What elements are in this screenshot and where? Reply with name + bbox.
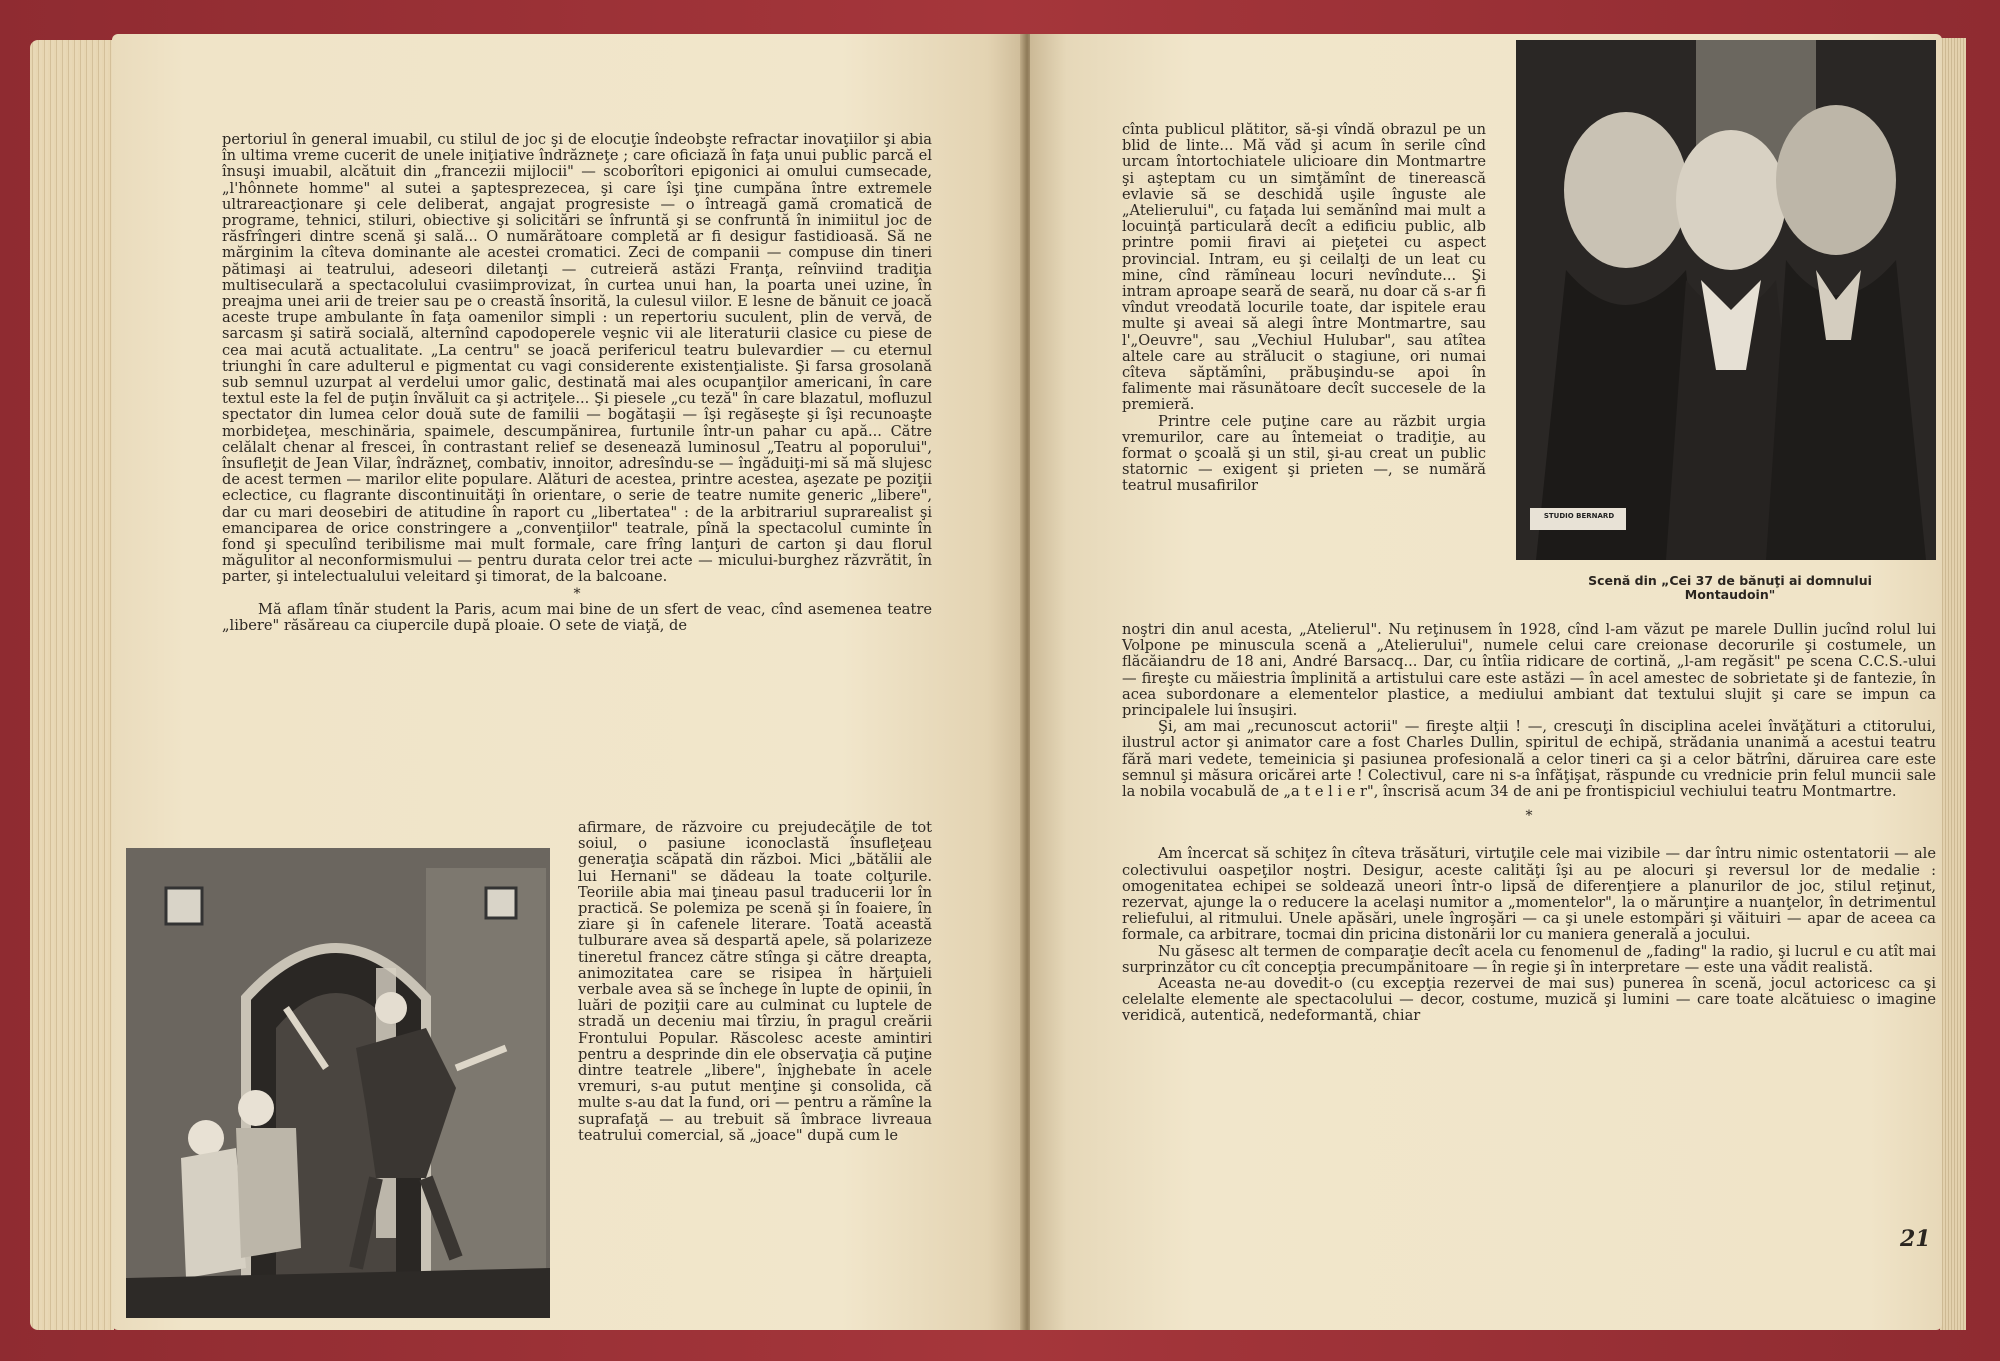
left-page [112, 34, 1024, 1330]
right-column-paragraph-1: cînta publicul plătitor, să-şi vîndă obrazul pe un blid de linte... Mă văd şi acum în serile cînd urcam întortochiatele ulicioare din Montmartre şi aşteptam cu un simţămînt de tinerească evlavie să se deschidă uşile înguste ale „Atelierului", cu faţada lui semănînd mai mult a locuinţă particulară decît a edificiu public, alb printre pomii firavi ai pieţetei cu aspect provincial. Intram, eu şi ceilalţi de un leat cu mine, cînd rămîneau locuri nevîndute... Şi intram aproape seară de seară, nu doar că s-ar fi vîndut vreodată locurile toate, dar ispitele erau multe şi aveai să alegi între Montmartre, sau l'„Oeuvre", sau „Vechiul Hulubar", sau atîtea altele care au strălucit o stagiune, ori numai cîteva săptămîni, prăbuşindu-se apoi în falimente mai răsunătoare decît succesele de la premieră. [1122, 121, 1486, 414]
right-wide-paragraph-2: Şi, am mai „recunoscut actorii" — fireşte alţii ! —, crescuţi în disciplina acelei învăţături a ctitorului, ilustrul actor şi animator care a fost Charles Dullin, spiritul de echipă, strădania unanimă a acestui teatru fără mari vedete, temeinicia şi pasiunea profesională a celor tineri ca şi a celor bătrîni, dăruirea care este semnul şi măsura oricărei arte ! Colectivul, care ni s-a înfăţişat, răspunde cu vrednicie prin felul muncii sale la nobila vocabulă de „a t e l i e r", înscrisă acum 34 de ani pe frontispiciul vechiului teatru Montmartre. [1122, 718, 1936, 801]
right-caption-line-2: Montaudoin" [1684, 587, 1776, 602]
right-column-paragraph-2: Printre cele puţine care au răzbit urgia vremurilor, care au întemeiat o tradiţie, au format o şcoală şi un stil, şi-au creat un public statornic — exigent şi prieten —, se numără teatrul musafirilor [1122, 412, 1486, 495]
page-number: 21 [1900, 1226, 1931, 1252]
right-section-separator: * [1525, 808, 1533, 825]
left-paragraph-1: pertoriul în general imuabil, cu stilul de joc şi de elocuţie îndeobşte refractar inovaţiilor şi abia în ultima vreme cucerit de unele iniţiative îndrăzneţe ; care oficiază în faţa unui public parcă el însuşi imuabil, alcătuit din „francezii mijlocii" — scoborîtori epigonici ai omului cumsecade, „l'hônnete homme" al sutei a şaptesprezecea, şi care îşi ţine cumpăna între extremele ultrareacţionare şi cele deliberat, angajat progresiste — o întreagă gamă cromatică de programe, tehnici, stiluri, obiective şi solicitări se înfruntă şi se confruntă în inimiitul joc de răsfrîngeri dintre scenă şi sală... O numărătoare completă ar fi desigur fastidioasă. Să ne mărginim la cîteva dominante ale acestei cromatici. Zeci de companii — compuse din tineri pătimaşi ai teatrului, adeseori diletanţi — cutreieră astăzi Franţa, reînviind tradiţia multiseculară a spectacolului cvasiimprovizat, în curtea unui han, la poarta unei uzine, în preajma unei arii de treier sau pe o creastă însorită, la culesul viilor. E lesne de bănuit ce joacă aceste trupe ambulante în faţa oamenilor simpli : un repertoriu suculent, plin de vervă, de sarcasm şi satiră socială, alternînd capodoperele veşnic vii ale literaturii clasice cu piese de cea mai acută actualitate. „La centru" se joacă perifericul teatru bulevardier — cu eternul triunghi în care adulterul e pigmentat cu vagi considerente existenţialiste. Şi farsa grosolană sub semnul uzurpat al verdelui umor galic, destinată mai ales ocupanţilor americani, în care textul este la fel de puţin învăluit ca şi actriţele... Şi piesele „cu teză" în care blazatul, mofluzul spectator din lumea celor două sute de familii — bogătaşii — îşi regăseşte şi îşi recunoaşte morbideţea, meschinăria, spaimele, descumpănirea, furtunile într-un pahar cu apă... Către celălalt chenar al frescei, în contrastant relief se desenează luminosul „Teatru al poporului", însufleţit de Jean Vilar, îndrăzneţ, combativ, innoitor, adresîndu-se — îngăduiţi-mi să mă slujesc de acest termen — marilor elite populare. Alături de acestea, printre acestea, aşezate pe poziţii eclectice, cu flagrante discontinuităţi în orientare, o serie de teatre numite generic „libere", dar cu mari deosebiri de atitudine în raport cu „libertatea" : de la arbitrariul suprarealist şi emanciparea de orice constringere a „convenţiilor" teatrale, pînă la spectacolul cuminte în fond şi speculînd teribilisme mai mult formale, care frîng lanţuri de carton şi dau florul măgulitor al neconformismului — pentru durata celor trei acte — micului-burghez răzvrătit, în parter, şi intelectualului veleitard şi timorat, de la balcoane. [222, 131, 932, 586]
stage-illustration [126, 848, 550, 1318]
actors-portrait [1516, 40, 1936, 560]
left-column-text: afirmare, de răzvoire cu prejudecăţile de tot soiul, o pasiune iconoclastă însufleţeau generaţia scăpată din război. Mici „bătălii ale lui Hernani" se dădeau la toate colţurile. Teoriile abia mai ţineau pasul traducerii lor în practică. Se polemiza pe scenă şi în foaiere, în ziare şi în cafenele literare. Toată această tulburare avea să despartă apele, să polarizeze tineretul francez către stînga şi către dreapta, animozitatea care se risipea în hărţuieli verbale avea să se închege în lupte de opinii, în luări de poziţii care au culminat cu luptele de stradă un deceniu mai tîrziu, în pragul creării Frontului Popular. Răscolesc aceste amintiri pentru a desprinde din ele observaţia că puţine dintre teatrele „libere", înjghebate în acele vremuri, s-au putut menţine şi consolida, că multe s-au dat la fund, ori — pentru a rămîne la suprafaţă — au trebuit să îmbrace livreaua teatrului comercial, să „joace" după cum le [578, 819, 932, 1144]
right-wide-paragraph-5: Aceasta ne-au dovedit-o (cu excepţia rezervei de mai sus) punerea în scenă, jocul actoricesc ca şi celelalte elemente ale spectacolului — decor, costume, muzică şi lumini — care toate alcătuiesc o imagine veridică, autentică, nedeformantă, chiar [1122, 975, 1936, 1025]
right-page [1030, 34, 1942, 1330]
right-photo-caption [1530, 574, 1930, 602]
left-text-block [222, 132, 932, 634]
right-wide-paragraph-1: noştri din anul acesta, „Atelierul". Nu reţinusem în 1928, cînd l-am văzut pe marele Dullin jucînd rolul lui Volpone pe minuscula scenă a „Atelierului", numele celui care creionase decorurile şi costumele, un flăcăiandru de 18 ani, André Barsacq... Dar, cu întîia ridicare de cortină, „l-am regăsit" pe scena C.C.S.-ului — fireşte cu măiestria împlinită a artistului care este astăzi — în acel amestec de sobrietate şi de fantezie, în acea subordonare a elementelor plastice, a mediului ambiant dat textului slujit şi care se impun ca principalele lui însuşiri. [1122, 621, 1936, 720]
photo-stamp: STUDIO BERNARD [1543, 512, 1615, 520]
photo-scapin-scene [126, 848, 550, 1318]
page-edges-right [1940, 38, 1966, 1330]
right-caption-line-1: Scenă din „Cei 37 de bănuţi ai domnului [1588, 573, 1872, 588]
right-wide-text [1122, 622, 1936, 1025]
right-wide-paragraph-3: Am încercat să schiţez în cîteva trăsături, virtuţile cele mai vizibile — dar întru nimic ostentatorii — ale colectivului oaspeţilor noştri. Desigur, aceste calităţi îşi au pe alocuri şi reversul lor de medalie : omogenitatea echipei se soldează uneori într-o lipsă de diferenţiere a planurilor de joc, stilul reţinut, rezervat, ajunge la o reducere la acelaşi numitor a „momentelor", la o mărunţire a nuanţelor, în detrimentul reliefului, al ritmului. Unele apăsări, unele îngroşări — ca şi unele estompări şi văituiri — apar de aceea ca formale, ca arbitrare, tocmai din pricina distonării lor cu maniera generală a jocului. [1122, 845, 1936, 944]
photo-montaudoin-scene [1516, 40, 1936, 560]
right-wide-paragraph-4: Nu găsesc alt termen de comparaţie decît acela cu fenomenul de „fading" la radio, şi lucrul e cu atît mai surprinzător cu cît concepţia precumpănitoare — în regie şi în interpretare — este una vădit realistă. [1122, 942, 1936, 976]
right-column-text [1122, 122, 1486, 495]
left-paragraph-2-intro: Mă aflam tînăr student la Paris, acum mai bine de un sfert de veac, cînd asemenea teatre „libere" răsăreau ca ciupercile după ploaie. O sete de viaţă, de [222, 600, 932, 635]
page-edges-left [30, 40, 114, 1330]
section-separator: * [573, 585, 581, 602]
